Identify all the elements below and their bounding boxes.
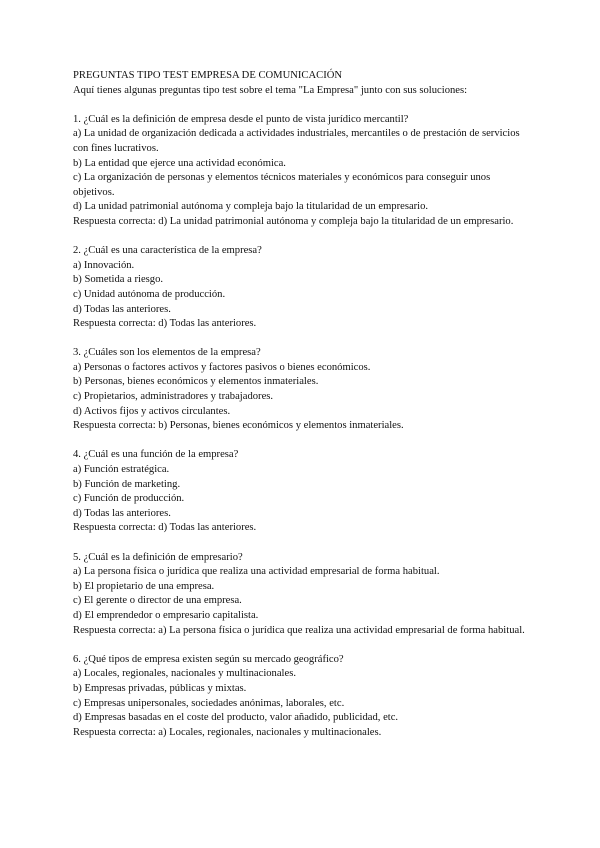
- option-c: c) Empresas unipersonales, sociedades anónimas, laborales, etc.: [73, 697, 345, 709]
- document-page: [73, 69, 533, 755]
- option-a: a) Innovación.: [73, 259, 135, 271]
- correct-answer: Respuesta correcta: b) Personas, bienes económicos y elementos inmateriales.: [73, 420, 404, 432]
- question-text: 3. ¿Cuáles son los elementos de la empresa?: [73, 347, 261, 359]
- correct-answer: Respuesta correcta: d) Todas las anteriores.: [73, 522, 257, 534]
- option-c: c) Función de producción.: [73, 493, 185, 505]
- question-6: [73, 653, 533, 741]
- option-d: d) Activos fijos y activos circulantes.: [73, 405, 231, 417]
- document-intro: Aquí tienes algunas preguntas tipo test sobre el tema "La Empresa" junto con sus soluciones:: [73, 84, 468, 96]
- option-c: c) Unidad autónoma de producción.: [73, 288, 226, 300]
- option-b: b) Función de marketing.: [73, 478, 181, 490]
- question-3: [73, 346, 533, 434]
- option-d: d) Empresas basadas en el coste del producto, valor añadido, publicidad, etc.: [73, 712, 399, 724]
- option-a: a) Personas o factores activos y factores pasivos o bienes económicos.: [73, 361, 371, 373]
- question-list: [73, 113, 533, 741]
- option-c: c) La organización de personas y elementos técnicos materiales y económicos para conseguir unos objetivos.: [73, 172, 491, 198]
- option-b: b) La entidad que ejerce una actividad económica.: [73, 157, 286, 169]
- correct-answer: Respuesta correcta: a) Locales, regionales, nacionales y multinacionales.: [73, 726, 382, 738]
- question-1: [73, 113, 533, 230]
- option-d: d) Todas las anteriores.: [73, 507, 171, 519]
- option-b: b) Sometida a riesgo.: [73, 274, 164, 286]
- option-c: c) Propietarios, administradores y trabajadores.: [73, 391, 274, 403]
- question-text: 2. ¿Cuál es una característica de la empresa?: [73, 245, 262, 257]
- question-text: 6. ¿Qué tipos de empresa existen según su mercado geográfico?: [73, 653, 344, 665]
- question-text: 5. ¿Cuál es la definición de empresario?: [73, 551, 243, 563]
- option-d: d) La unidad patrimonial autónoma y compleja bajo la titularidad de un empresario.: [73, 201, 429, 213]
- correct-answer: Respuesta correcta: a) La persona física o jurídica que realiza una actividad empresarial de forma habitual.: [73, 624, 525, 636]
- option-b: b) Empresas privadas, públicas y mixtas.: [73, 682, 247, 694]
- correct-answer: Respuesta correcta: d) La unidad patrimonial autónoma y compleja bajo la titularidad de un empresario.: [73, 215, 514, 227]
- correct-answer: Respuesta correcta: d) Todas las anteriores.: [73, 318, 257, 330]
- option-a: a) La persona física o jurídica que realiza una actividad empresarial de forma habitual.: [73, 566, 440, 578]
- option-a: a) La unidad de organización dedicada a actividades industriales, mercantiles o de prestación de servicios con fines lucrativos.: [73, 128, 520, 154]
- document-title: PREGUNTAS TIPO TEST EMPRESA DE COMUNICACIÓN: [73, 70, 343, 81]
- question-2: [73, 244, 533, 332]
- option-a: a) Función estratégica.: [73, 464, 170, 476]
- question-5: [73, 551, 533, 639]
- option-b: b) Personas, bienes económicos y elementos inmateriales.: [73, 376, 319, 388]
- option-a: a) Locales, regionales, nacionales y multinacionales.: [73, 668, 296, 680]
- option-d: d) Todas las anteriores.: [73, 303, 171, 315]
- option-c: c) El gerente o director de una empresa.: [73, 595, 242, 607]
- question-text: 4. ¿Cuál es una función de la empresa?: [73, 449, 239, 461]
- question-4: [73, 448, 533, 536]
- question-text: 1. ¿Cuál es la definición de empresa desde el punto de vista jurídico mercantil?: [73, 113, 409, 125]
- option-b: b) El propietario de una empresa.: [73, 580, 215, 592]
- option-d: d) El emprendedor o empresario capitalista.: [73, 609, 259, 621]
